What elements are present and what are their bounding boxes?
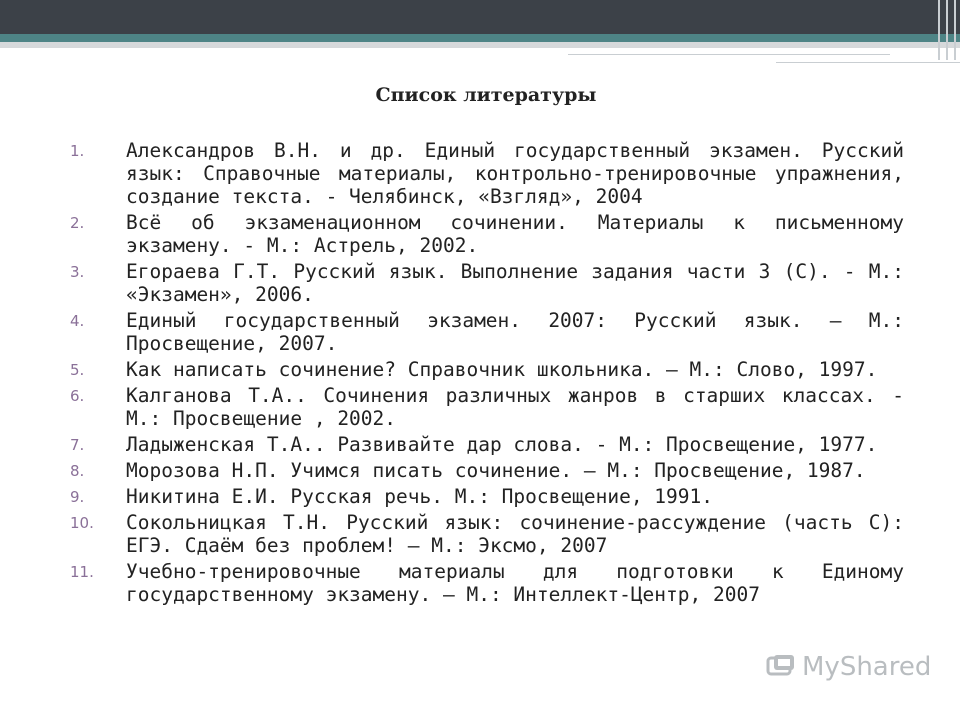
watermark: [766, 652, 931, 682]
item-number: 9.: [70, 488, 85, 506]
list-item: [70, 560, 904, 606]
list-item: [70, 358, 904, 381]
slide-top-bar: [0, 0, 960, 34]
list-item: [70, 485, 904, 508]
item-text: Егораева Г.Т. Русский язык. Выполнение задания части 3 (С). - М.: «Экзамен», 2006.: [126, 260, 904, 306]
watermark-text: MyShared: [802, 652, 932, 682]
list-item: [70, 139, 904, 208]
item-text: Александров В.Н. и др. Единый государственный экзамен. Русский язык: Справочные материалы, контрольно-тренировочные упражнения, создание текста. - Челябинск, «Взгляд», 2004: [126, 139, 904, 208]
item-number: 7.: [70, 436, 85, 454]
list-item: [70, 309, 904, 355]
item-text: Всё об экзаменационном сочинении. Материалы к письменному экзамену. - М.: Астрель, 2002.: [126, 211, 904, 257]
item-text: Учебно-тренировочные материалы для подготовки к Единому государственному экзамену. – М.: Интеллект-Центр, 2007: [126, 560, 904, 606]
item-text: Калганова Т.А.. Сочинения различных жанров в старших классах. - М.: Просвещение , 2002.: [126, 384, 904, 430]
list-item: [70, 211, 904, 257]
item-number: 2.: [70, 214, 85, 232]
decor-line: [954, 0, 956, 60]
decor-line: [938, 0, 940, 60]
list-item: [70, 384, 904, 430]
list-item: [70, 260, 904, 306]
item-text: Ладыженская Т.А.. Развивайте дар слова. - М.: Просвещение, 1977.: [126, 433, 878, 456]
item-number: 6.: [70, 387, 85, 405]
item-number: 4.: [70, 312, 85, 330]
decor-line: [568, 54, 890, 55]
list-item: [70, 511, 904, 557]
item-text: Сокольницкая Т.Н. Русский язык: сочинение-рассуждение (часть С): ЕГЭ. Сдаём без проблем! – М.: Эксмо, 2007: [126, 511, 904, 557]
list-item: [70, 433, 904, 456]
decor-line: [776, 62, 960, 63]
item-text: Единый государственный экзамен. 2007: Русский язык. – М.: Просвещение, 2007.: [126, 309, 904, 355]
item-number: 11.: [70, 563, 94, 581]
item-number: 1.: [70, 142, 85, 160]
item-number: 5.: [70, 361, 85, 379]
presentation-icon: [766, 654, 796, 680]
item-text: Как написать сочинение? Справочник школьника. – М.: Слово, 1997.: [126, 358, 878, 381]
item-text: Морозова Н.П. Учимся писать сочинение. – М.: Просвещение, 1987.: [126, 459, 866, 482]
slide-accent-bar: [0, 34, 960, 42]
item-number: 10.: [70, 514, 94, 532]
item-number: 3.: [70, 263, 85, 281]
decor-line: [946, 0, 948, 60]
page-title: Список литературы: [375, 84, 597, 106]
reference-list: [70, 139, 904, 609]
list-item: [70, 459, 904, 482]
item-number: 8.: [70, 462, 85, 480]
slide-gray-band: [0, 42, 960, 48]
item-text: Никитина Е.И. Русская речь. М.: Просвещение, 1991.: [126, 485, 713, 508]
